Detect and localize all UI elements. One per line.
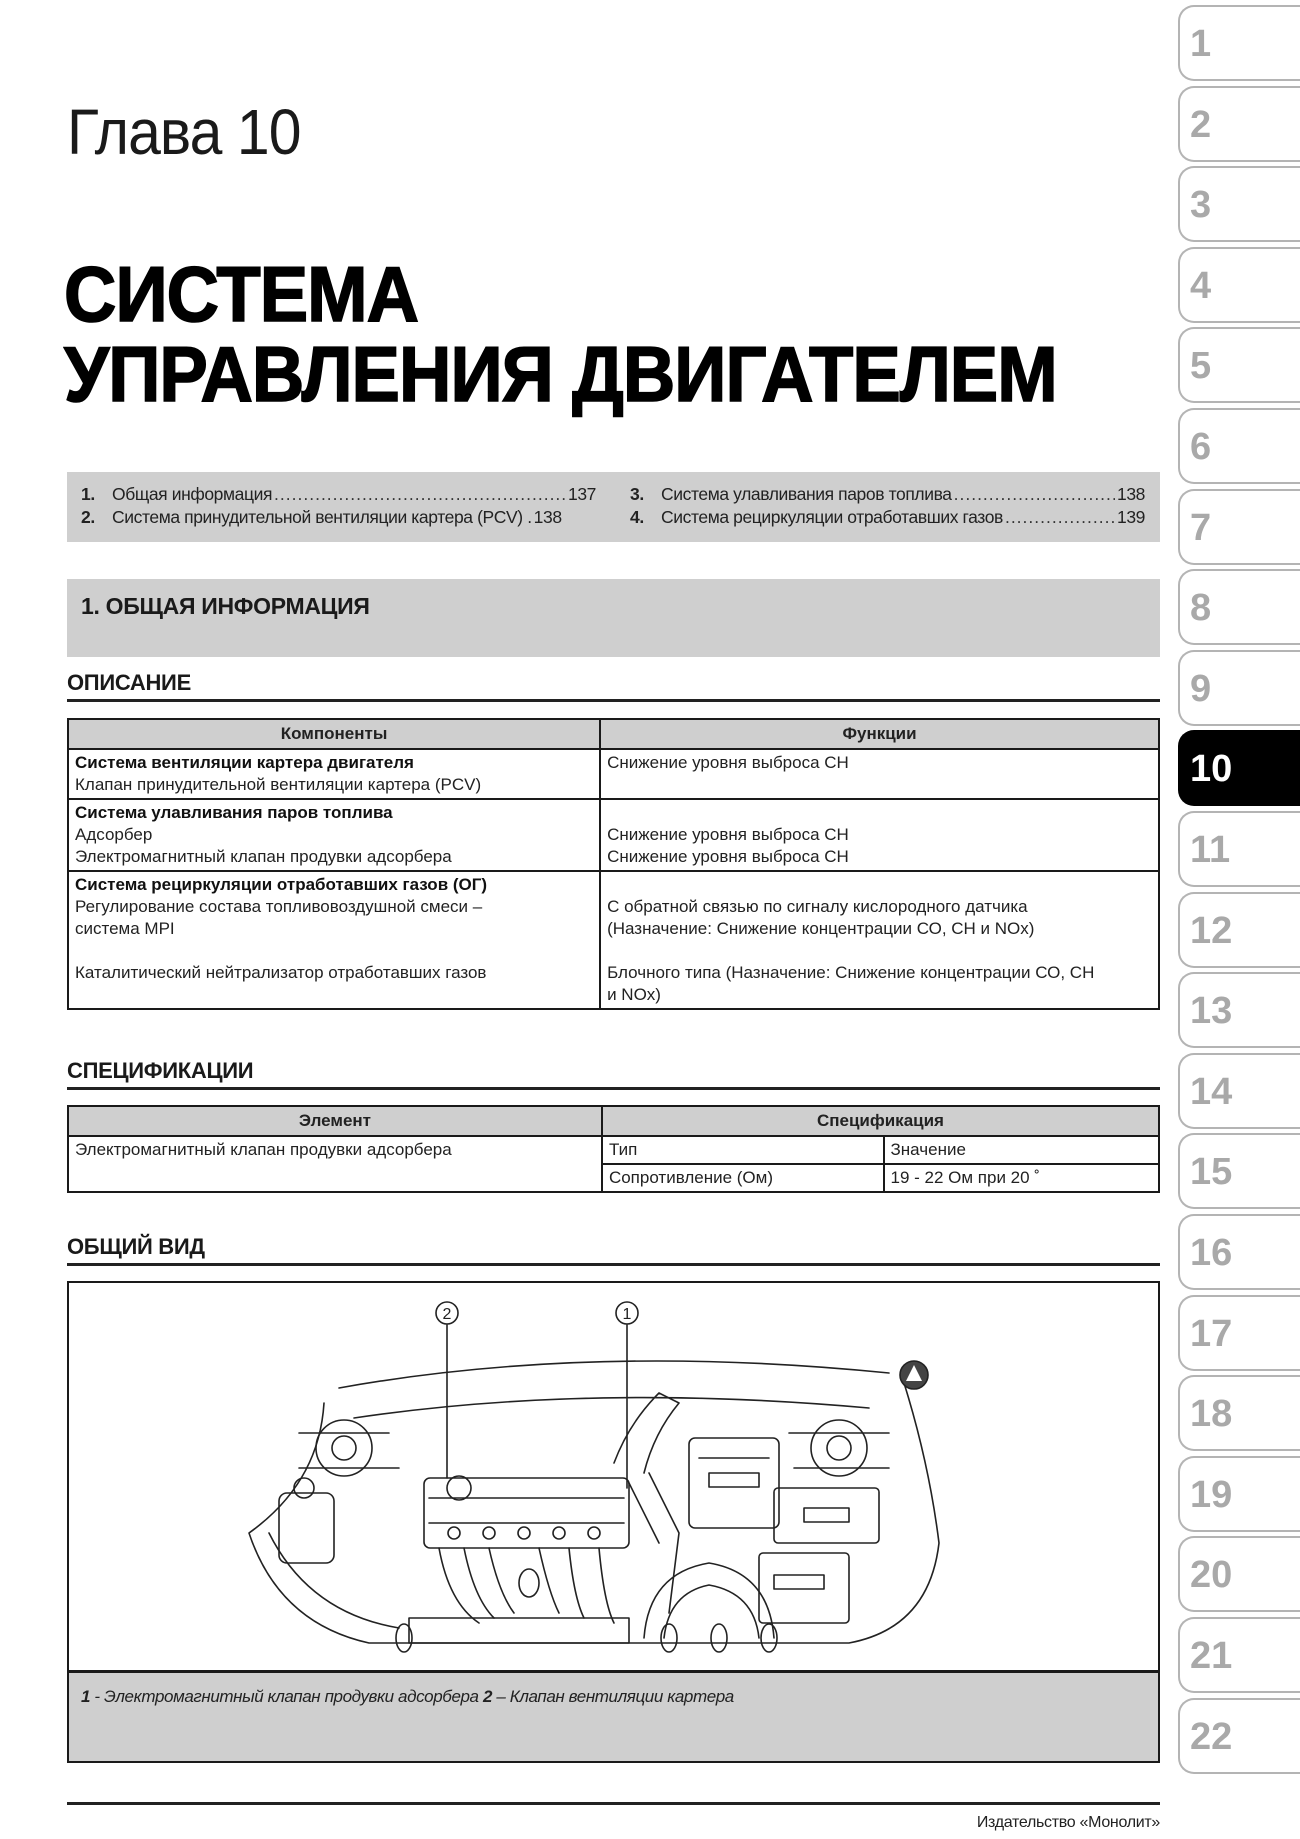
chapter-tab-1[interactable] [1178,5,1300,81]
chapter-tab-label: 12 [1190,909,1233,952]
param-cell: Сопротивление (Ом) [602,1164,884,1192]
toc-leader-dots [954,484,1115,505]
chapter-tab-label: 10 [1190,748,1233,791]
table-header-row [68,1106,1159,1136]
caption-number-2: 2 [482,1687,492,1706]
table-row [68,1136,1159,1164]
caption-text-2: – Клапан вентиляции картера [492,1687,734,1706]
chapter-label: Глава 10 [67,96,301,168]
heading-rule [67,1087,1160,1090]
table-row [68,871,1159,1009]
engine-bay-illustration [69,1283,1158,1673]
toc-item-label: Система рециркуляции отработавших газов [661,507,1003,527]
chapter-title-line-2: УПРАВЛЕНИЯ ДВИГАТЕЛЕМ [64,330,1057,418]
function-text: Снижение уровня выброса СН [607,753,849,772]
heading-rule [67,1263,1160,1266]
chapter-tab-12[interactable] [1178,892,1300,968]
table-row [68,799,1159,871]
component-item: Электромагнитный клапан продувки адсорбера [75,847,452,866]
publisher-name: Издательство «Монолит» [976,1814,1160,1831]
footer-rule [67,1802,1160,1805]
chapter-contents [67,472,1160,542]
chapter-tab-10[interactable] [1178,730,1300,806]
toc-column-left [81,484,596,530]
chapter-tab-label: 5 [1190,345,1212,388]
toc-item-number: 3. [630,484,644,504]
chapter-tab-15[interactable] [1178,1133,1300,1209]
function-text: и NOx) [607,985,661,1004]
components-cell [68,749,600,799]
chapter-tab-16[interactable] [1178,1214,1300,1290]
chapter-tab-label: 15 [1190,1151,1233,1194]
functions-cell [600,749,1159,799]
toc-item-page: 137 [568,484,596,504]
chapter-tab-4[interactable] [1178,247,1300,323]
description-heading: ОПИСАНИЕ [67,670,191,695]
engine-bay-figure [67,1281,1160,1763]
toc-column-right [630,484,1145,530]
toc-item[interactable] [81,484,596,507]
component-group: Система рециркуляции отработавших газов (ОГ) [75,875,488,894]
chapter-tabs [1178,0,1300,1839]
chapter-tab-label: 11 [1190,829,1231,871]
chapter-tab-7[interactable] [1178,489,1300,565]
function-text: Блочного типа (Назначение: Снижение концентрации СО, СН [607,963,1095,982]
column-header: Функции [600,719,1159,749]
chapter-tab-17[interactable] [1178,1295,1300,1371]
component-group: Система вентиляции картера двигателя [75,753,414,772]
component-item: Каталитический нейтрализатор отработавших газов [75,963,487,982]
general-view-heading: ОБЩИЙ ВИД [67,1234,205,1259]
chapter-tab-5[interactable] [1178,327,1300,403]
toc-item[interactable] [81,507,596,530]
chapter-tab-11[interactable] [1178,811,1300,887]
caption-text-1: - Электромагнитный клапан продувки адсорбера [90,1687,483,1706]
chapter-tab-8[interactable] [1178,569,1300,645]
toc-leader-dots [274,484,566,505]
components-cell [68,871,600,1009]
toc-item-number: 1. [81,484,95,504]
chapter-tab-22[interactable] [1178,1698,1300,1774]
functions-cell [600,799,1159,871]
functions-cell [600,871,1159,1009]
toc-item-page: 139 [1117,507,1145,527]
component-item: Клапан принудительной вентиляции картера (PCV) [75,775,482,794]
component-item: Адсорбер [75,825,153,844]
chapter-tab-label: 22 [1190,1715,1233,1758]
callout-1: 1 [622,1306,632,1323]
chapter-tab-label: 18 [1190,1393,1233,1436]
column-header: Компоненты [68,719,600,749]
components-cell [68,799,600,871]
chapter-tab-label: 7 [1190,506,1212,549]
chapter-tab-3[interactable] [1178,166,1300,242]
function-text: С обратной связью по сигналу кислородного датчика [607,897,1028,916]
toc-item-label: Общая информация [112,484,273,504]
function-text: Снижение уровня выброса СН [607,847,849,866]
chapter-tab-2[interactable] [1178,86,1300,162]
chapter-tab-6[interactable] [1178,408,1300,484]
chapter-tab-9[interactable] [1178,650,1300,726]
chapter-tab-19[interactable] [1178,1456,1300,1532]
figure-caption-box [69,1670,1158,1761]
caption-number-1: 1 [81,1687,91,1706]
chapter-tab-20[interactable] [1178,1536,1300,1612]
chapter-tab-13[interactable] [1178,972,1300,1048]
function-text: Снижение уровня выброса СН [607,825,849,844]
toc-item-label: Система улавливания паров топлива [661,484,952,504]
chapter-tab-label: 14 [1190,1070,1233,1113]
toc-item-page: 138 [533,507,562,527]
column-header: Элемент [68,1106,602,1136]
toc-item-number: 4. [630,507,644,527]
value-cell: 19 - 22 Ом при 20 ˚ [884,1164,1159,1192]
toc-item[interactable] [630,484,1145,507]
chapter-tab-14[interactable] [1178,1053,1300,1129]
specifications-table [67,1105,1160,1193]
toc-leader-dots [1005,507,1115,528]
param-cell: Тип [602,1136,884,1164]
toc-item-number: 2. [81,507,95,527]
component-item: система MPI [75,919,175,938]
description-table [67,718,1160,1010]
chapter-tab-label: 19 [1190,1473,1233,1516]
chapter-tab-18[interactable] [1178,1375,1300,1451]
chapter-tab-label: 1 [1190,23,1212,65]
chapter-title-line-1: СИСТЕМА [64,250,419,338]
chapter-tab-label: 17 [1190,1312,1233,1355]
chapter-tab-label: 6 [1190,426,1212,468]
heading-rule [67,699,1160,702]
component-item: Регулирование состава топливовоздушной смеси – [75,897,483,916]
callout-2: 2 [442,1306,452,1323]
table-row [68,749,1159,799]
chapter-tab-21[interactable] [1178,1617,1300,1693]
toc-item-page: 138 [1117,484,1145,504]
figure-caption [81,1687,734,1707]
component-group: Система улавливания паров топлива [75,803,393,822]
chapter-tab-label: 3 [1190,184,1212,227]
function-text: (Назначение: Снижение концентрации СО, СН и NOx) [607,919,1035,938]
chapter-tab-label: 21 [1190,1635,1233,1677]
element-cell: Электромагнитный клапан продувки адсорбера [68,1136,602,1192]
chapter-tab-label: 20 [1190,1554,1233,1597]
section-header-box [67,579,1160,657]
chapter-tab-label: 4 [1190,264,1212,307]
toc-item-label: Система принудительной вентиляции картера (PCV) . [112,507,532,527]
chapter-tab-label: 2 [1190,103,1212,146]
chapter-tab-label: 13 [1190,990,1233,1033]
column-header: Спецификация [602,1106,1159,1136]
section-title: 1. ОБЩАЯ ИНФОРМАЦИЯ [81,593,370,619]
chapter-tab-label: 16 [1190,1232,1233,1274]
table-header-row [68,719,1159,749]
chapter-tab-label: 8 [1190,587,1212,630]
chapter-tab-label: 9 [1190,667,1212,710]
toc-item[interactable] [630,507,1145,530]
specifications-heading: СПЕЦИФИКАЦИИ [67,1058,254,1083]
value-cell: Значение [884,1136,1159,1164]
